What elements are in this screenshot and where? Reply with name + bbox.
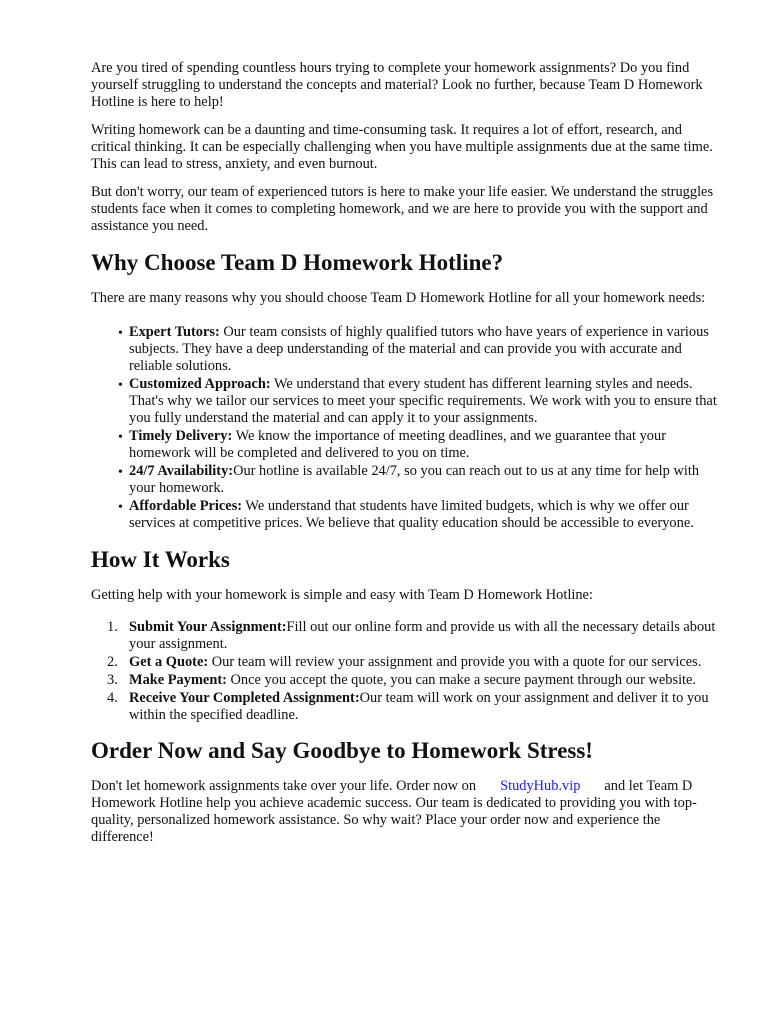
studyhub-link[interactable]: StudyHub.vip <box>500 778 581 794</box>
feature-title: Expert Tutors: <box>129 324 220 340</box>
list-item <box>107 654 721 671</box>
step-title: Make Payment: <box>129 672 227 688</box>
how-it-works-intro: Getting help with your homework is simple and easy with Team D Homework Hotline: <box>91 587 593 603</box>
bullet-icon: • <box>118 378 123 393</box>
feature-text: Our hotline is available 24/7, so you can reach out to us at any time for help with your homework. <box>129 463 700 496</box>
order-text-after-link: and let Team D Homework Hotline help you achieve academic success. Our team is dedicated to providing you with top-quality, personalized homework assistance. So why wait? Place your order now and experience the difference! <box>91 778 697 845</box>
list-item <box>118 498 721 532</box>
feature-title: 24/7 Availability: <box>129 463 234 479</box>
order-now-heading: Order Now and Say Goodbye to Homework Stress! <box>91 738 593 763</box>
feature-list <box>91 324 721 532</box>
how-it-works-heading: How It Works <box>91 547 230 572</box>
list-item <box>118 428 721 462</box>
order-text-before-link: Don't let homework assignments take over your life. Order now on <box>91 778 477 794</box>
step-text: Fill out our online form and provide us with all the necessary details about your assignment. <box>129 619 716 652</box>
bullet-icon: • <box>118 465 123 480</box>
bullet-icon: • <box>118 326 123 341</box>
feature-text: We know the importance of meeting deadlines, and we guarantee that your homework will be completed and delivered to you on time. <box>129 428 666 461</box>
list-item <box>107 672 721 689</box>
step-text: Our team will work on your assignment and deliver it to you within the specified deadline. <box>129 690 709 723</box>
step-number: 2. <box>107 654 118 670</box>
why-choose-intro: There are many reasons why you should choose Team D Homework Hotline for all your homework needs: <box>91 290 706 306</box>
step-title: Receive Your Completed Assignment: <box>129 690 360 706</box>
feature-text: We understand that every student has different learning styles and needs. That's why we tailor our services to meet your specific requirements. We work with you to ensure that you fully understand the material and can apply it to your assignments. <box>129 376 717 426</box>
intro-paragraph-2: Writing homework can be a daunting and time-consuming task. It requires a lot of effort, research, and critical thinking. It can be especially challenging when you have multiple assignments due at the same time. This can lead to stress, anxiety, and even burnout. <box>91 122 713 172</box>
steps-list <box>91 619 721 724</box>
document-page <box>91 60 721 846</box>
feature-title: Customized Approach: <box>129 376 271 392</box>
list-item <box>107 619 721 653</box>
feature-text: Our team consists of highly qualified tutors who have years of experience in various subjects. They have a deep understanding of the material and can provide you with accurate and reliable solutions. <box>129 324 709 374</box>
intro-paragraph-1: Are you tired of spending countless hours trying to complete your homework assignments? Do you find yourself struggling to understand the concepts and material? Look no further, because Team D Homework Hotline is here to help! <box>91 60 703 110</box>
feature-title: Timely Delivery: <box>129 428 233 444</box>
list-item <box>118 463 721 497</box>
list-item <box>107 690 721 724</box>
order-paragraph <box>91 778 721 846</box>
list-item <box>118 324 721 375</box>
step-text: Our team will review your assignment and provide you with a quote for our services. <box>208 654 702 670</box>
step-title: Get a Quote: <box>129 654 209 670</box>
why-choose-heading: Why Choose Team D Homework Hotline? <box>91 250 504 275</box>
feature-title: Affordable Prices: <box>129 498 243 514</box>
bullet-icon: • <box>118 500 123 515</box>
intro-paragraph-3: But don't worry, our team of experienced tutors is here to make your life easier. We understand the struggles students face when it comes to completing homework, and we are here to provide you with the support and assistance you need. <box>91 184 714 234</box>
step-number: 1. <box>107 619 118 635</box>
bullet-icon: • <box>118 430 123 445</box>
step-number: 3. <box>107 672 118 688</box>
step-number: 4. <box>107 690 118 706</box>
feature-text: We understand that students have limited budgets, which is why we offer our services at competitive prices. We believe that quality education should be accessible to everyone. <box>129 498 694 531</box>
step-text: Once you accept the quote, you can make a secure payment through our website. <box>226 672 697 688</box>
list-item <box>118 376 721 427</box>
step-title: Submit Your Assignment: <box>129 619 287 635</box>
